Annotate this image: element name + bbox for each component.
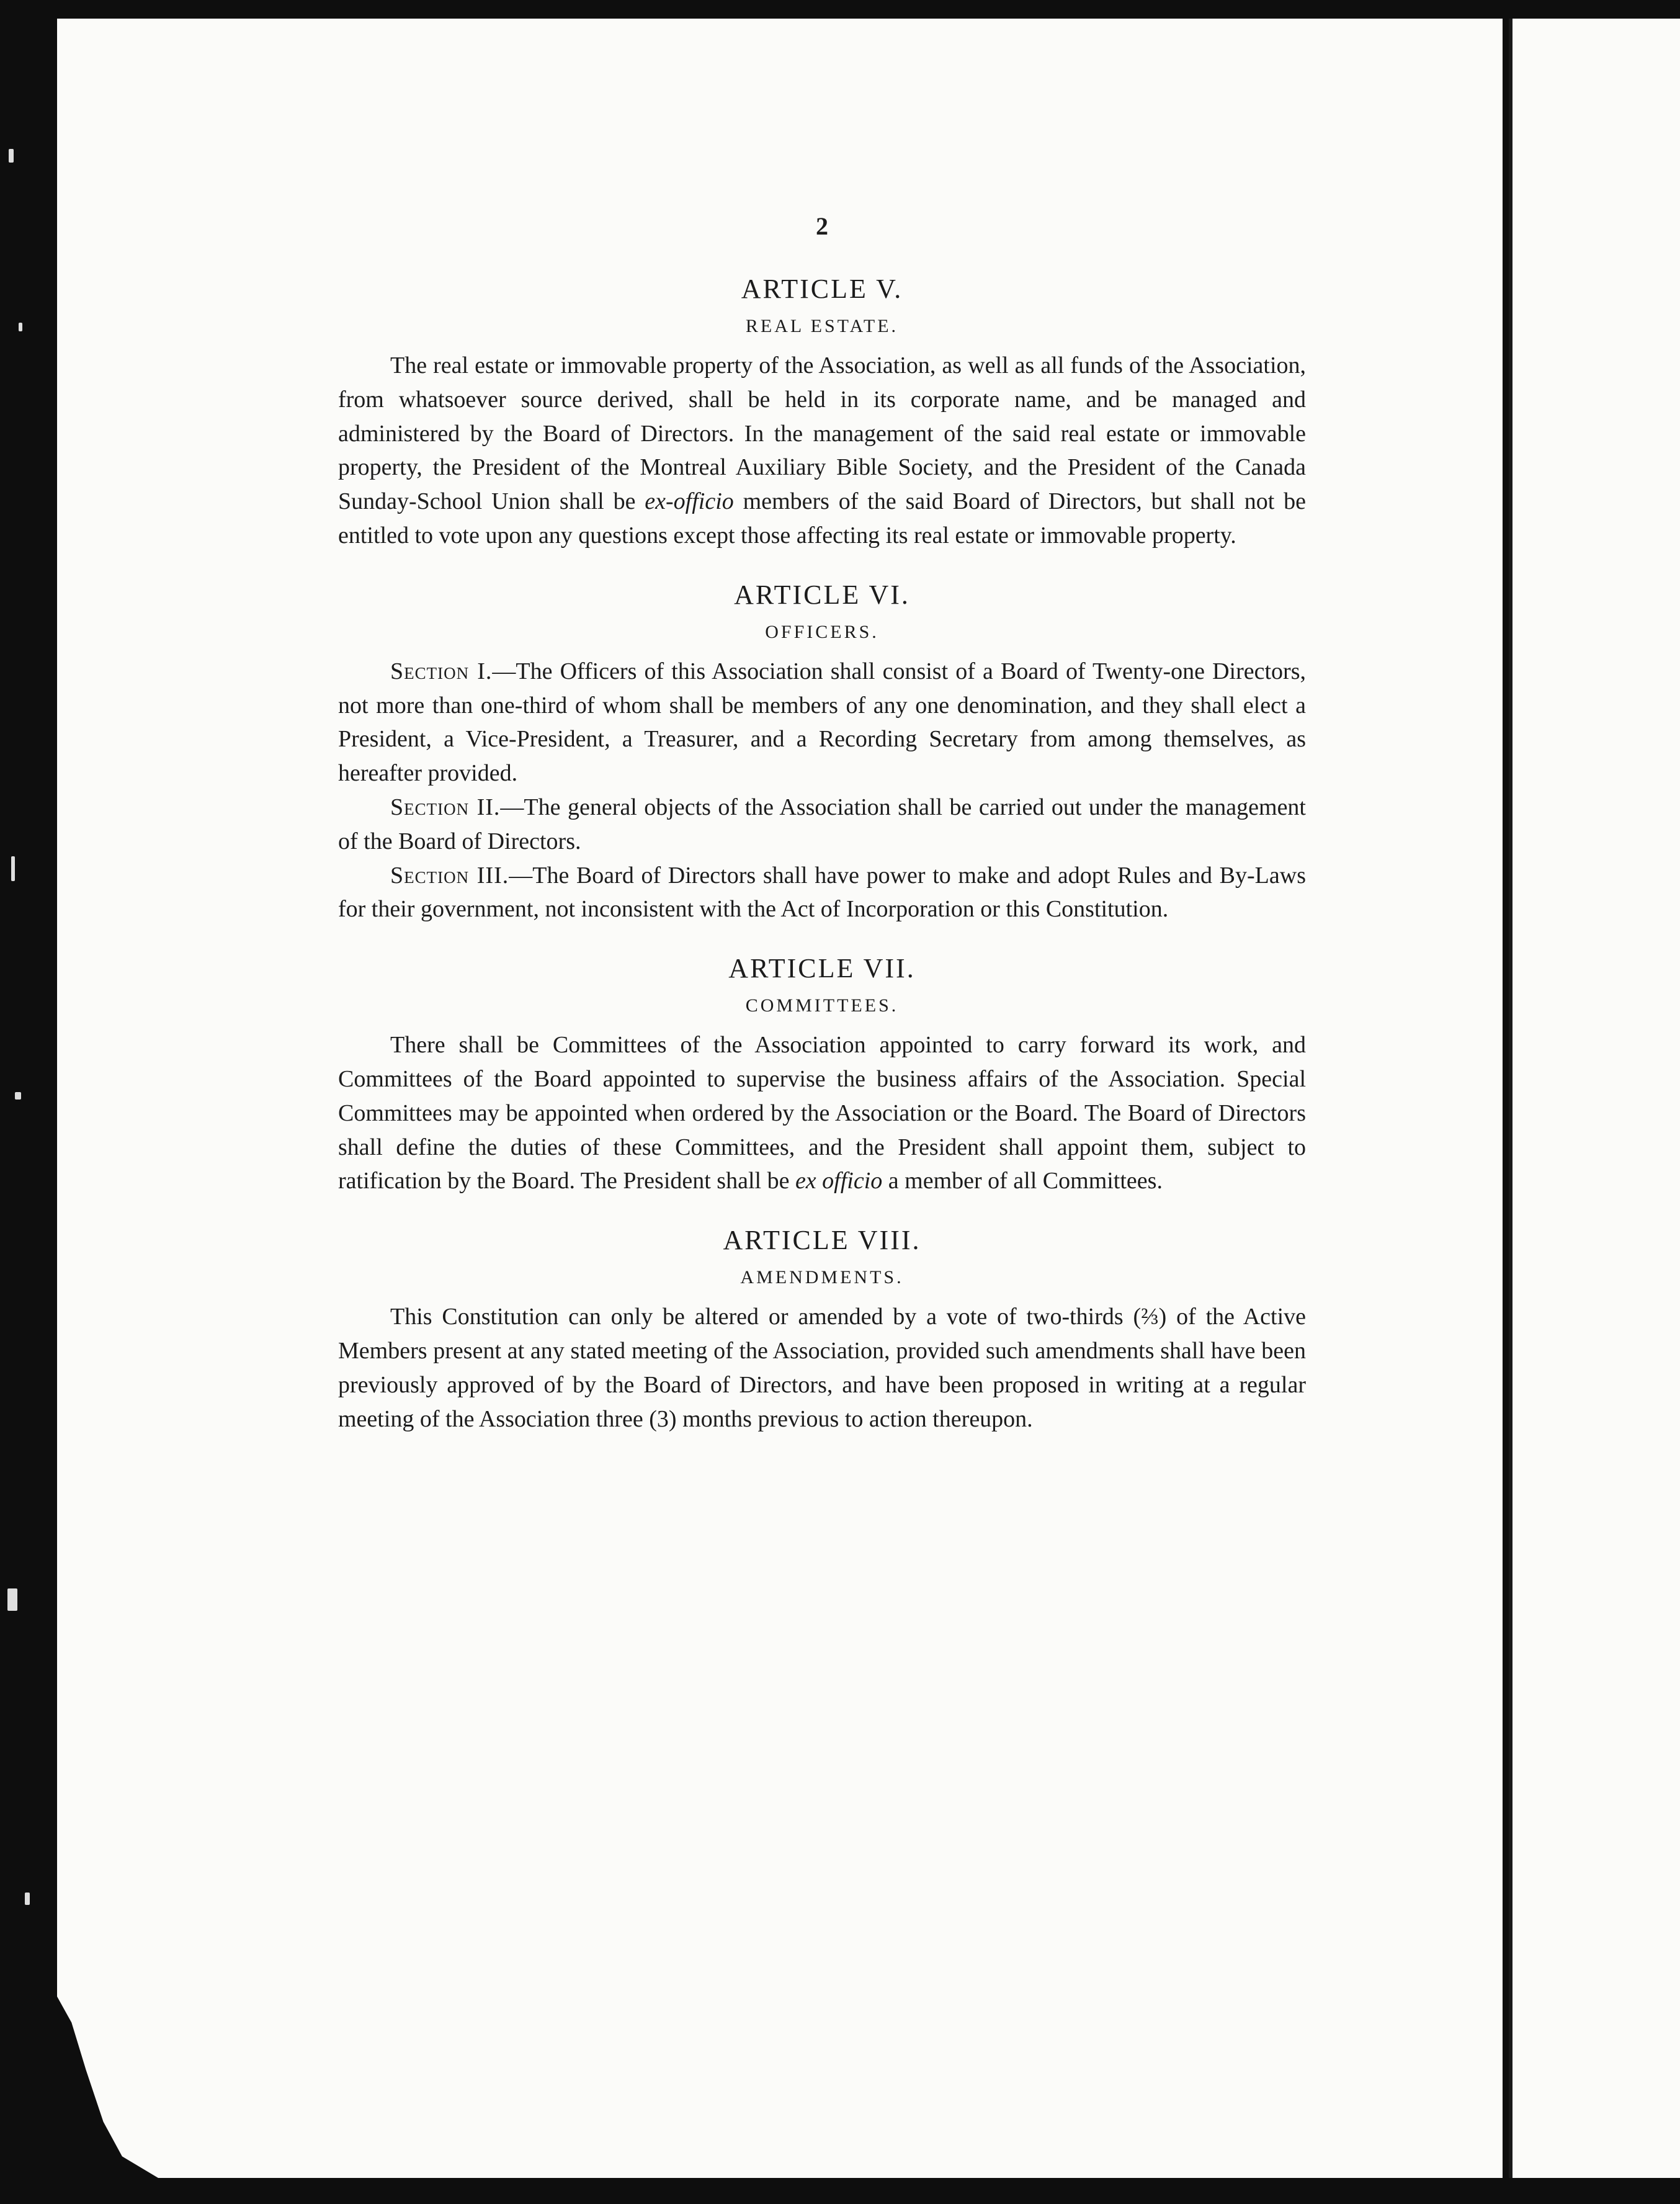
article-6: [338, 578, 1306, 926]
article-paragraph: This Constitution can only be altered or amended by a vote of two-thirds (⅔) of the Active Members present at any stated meeting of the Association, provided such amendments shall have been previously approved of by the Board of Directors, and have been proposed in writing at a regular meeting of the Association three (3) months previous to action thereupon.: [338, 1304, 1306, 1432]
article-heading: ARTICLE VI.: [734, 579, 910, 610]
facing-page-edge: [1509, 19, 1680, 2178]
article-5: [338, 272, 1306, 553]
article-paragraph: There shall be Committees of the Association appointed to carry forward its work, and Committees of the Board appointed to supervise the business affairs of the Association. Special Committees may be appointed when ordered by the Association or the Board. The Board of Directors shall define the duties of these Committees, and the President shall appoint them, subject to ratification by the Board. The President shall be ex officio a member of all Committees.: [338, 1032, 1306, 1194]
article-heading: ARTICLE VIII.: [723, 1225, 921, 1256]
scan-speck: [7, 1588, 17, 1611]
article-heading: ARTICLE VII.: [728, 953, 916, 984]
article-paragraph: The real estate or immovable property of the Association, as well as all funds of the Association, from whatsoever source derived, shall be held in its corporate name, and be managed and administered by the Board of Directors. In the management of the said real estate or immovable property, the President of the Montreal Auxiliary Bible Society, and the President of the Canada Sunday-School Union shall be ex-officio members of the said Board of Directors, but shall not be entitled to vote upon any questions except those affecting its real estate or immovable property.: [338, 352, 1306, 549]
document-body: [338, 211, 1306, 1461]
italic-term: ex-officio: [645, 488, 734, 515]
article-7: [338, 951, 1306, 1198]
scan-speck: [15, 1092, 21, 1100]
scan-speck: [25, 1893, 30, 1905]
article-subheading: REAL ESTATE.: [745, 316, 899, 336]
section-paragraph: Section II.—The general objects of the Association shall be carried out under the management of the Board of Directors.: [338, 794, 1306, 854]
section-paragraph: Section III.—The Board of Directors shall have power to make and adopt Rules and By-Laws for their government, not inconsistent with the Act of Incorporation or this Constitution.: [338, 862, 1306, 923]
scan-speck: [9, 149, 14, 163]
section-label: Section I.: [390, 658, 493, 684]
scan-speck: [19, 323, 22, 331]
page-number: 2: [816, 212, 828, 240]
article-subheading: COMMITTEES.: [745, 995, 899, 1016]
section-label: Section II.: [390, 794, 501, 820]
scan-speck: [11, 856, 15, 881]
article-8: [338, 1223, 1306, 1436]
section-paragraph: Section I.—The Officers of this Association shall consist of a Board of Twenty-one Directors, not more than one-third of whom shall be members of any one denomination, and they shall elect a President, a Vice-President, a Treasurer, and a Recording Secretary from among themselves, as hereafter provided.: [338, 658, 1306, 787]
section-label: Section III.: [390, 862, 509, 889]
article-heading: ARTICLE V.: [741, 274, 903, 304]
article-subheading: OFFICERS.: [765, 621, 879, 642]
article-subheading: AMENDMENTS.: [740, 1267, 904, 1288]
italic-term: ex officio: [795, 1168, 883, 1194]
